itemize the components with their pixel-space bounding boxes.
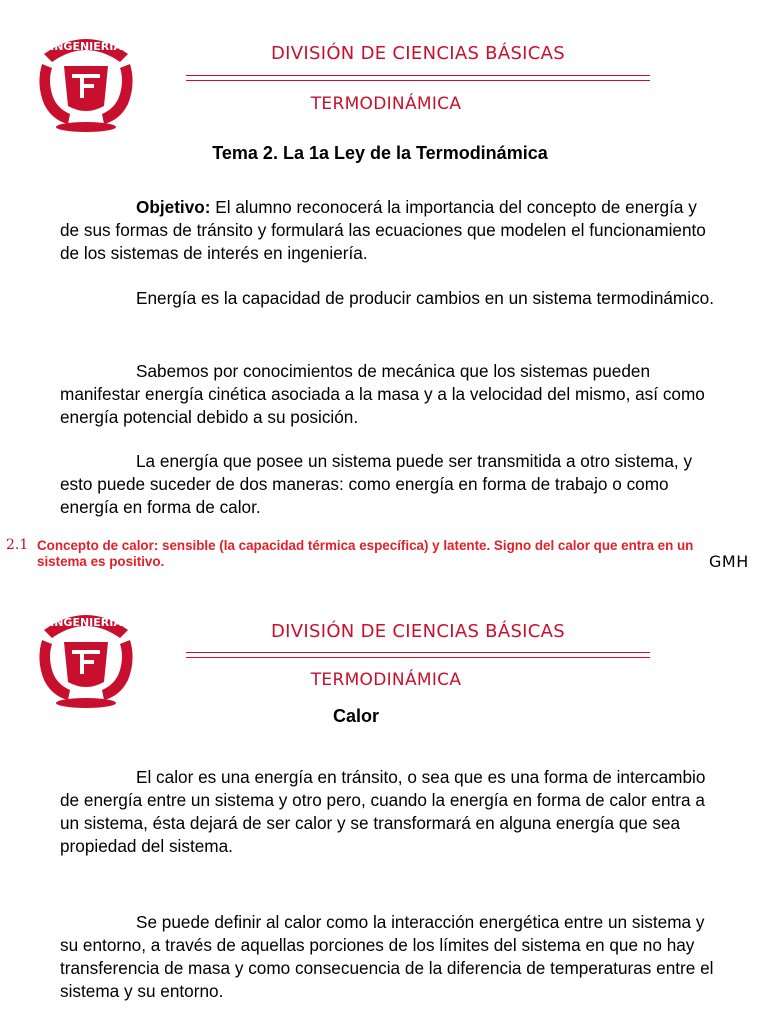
paragraph-text: Energía es la capacidad de producir cambios en un sistema termodinámico. — [136, 288, 714, 308]
section-title: Calor — [332, 706, 379, 726]
page-title: Tema 2. La 1a Ley de la Termodinámica — [212, 143, 548, 163]
logo-text: INGENIERIA — [50, 40, 122, 53]
engineering-logo — [34, 600, 138, 710]
paragraph — [60, 450, 720, 519]
paragraph-text: El calor es una energía en tránsito, o sea que es una forma de intercambio de energía entre un sistema y otro pero, cuando la energía en forma de calor entra a un sistema, ésta dejará de ser calor y se transformará en alguna energía que sea propiedad del sistema. — [60, 767, 706, 856]
paragraph-text: La energía que posee un sistema puede ser transmitida a otro sistema, y esto puede suceder de dos maneras: como energía en forma de trabajo o como energía en forma de calor. — [60, 451, 693, 517]
paragraph — [60, 766, 720, 858]
division-title: DIVISIÓN DE CIENCIAS BÁSICAS — [271, 621, 565, 642]
author-initials: GMH — [709, 552, 749, 571]
paragraph — [60, 360, 720, 429]
objective-text: El alumno reconocerá la importancia del concepto de energía y de sus formas de tránsito y formulará las ecuaciones que modelen el funcionamiento de los sistemas de interés en ingeniería. — [60, 197, 706, 263]
objective-label: Objetivo: — [136, 197, 211, 217]
engineering-logo — [34, 24, 138, 134]
header-rule-bottom — [186, 657, 650, 658]
logo-text: INGENIERIA — [50, 616, 122, 629]
subject-title: TERMODINÁMICA — [310, 94, 462, 114]
division-title: DIVISIÓN DE CIENCIAS BÁSICAS — [271, 43, 565, 64]
paragraph — [60, 911, 720, 1003]
subject-title: TERMODINÁMICA — [310, 670, 462, 690]
header-rule-top — [186, 75, 650, 76]
paragraph-text: Sabemos por conocimientos de mecánica que los sistemas pueden manifestar energía cinética asociada a la masa y a la velocidad del mismo, así como energía potencial debido a su posición. — [60, 361, 705, 427]
section-heading: Concepto de calor: sensible (la capacidad térmica específica) y latente. Signo del calor que entra en un sistema es positivo. — [37, 538, 694, 569]
objective-paragraph — [60, 196, 720, 265]
section-number: 2.1 — [6, 537, 29, 553]
paragraph — [60, 287, 720, 310]
header-rule-bottom — [186, 80, 650, 81]
header-rule-top — [186, 652, 650, 653]
paragraph-text: Se puede definir al calor como la interacción energética entre un sistema y su entorno, a través de aquellas porciones de los límites del sistema en que no hay transferencia de masa y como consecuencia de la diferencia de temperaturas entre el sistema y su entorno. — [60, 912, 714, 1001]
